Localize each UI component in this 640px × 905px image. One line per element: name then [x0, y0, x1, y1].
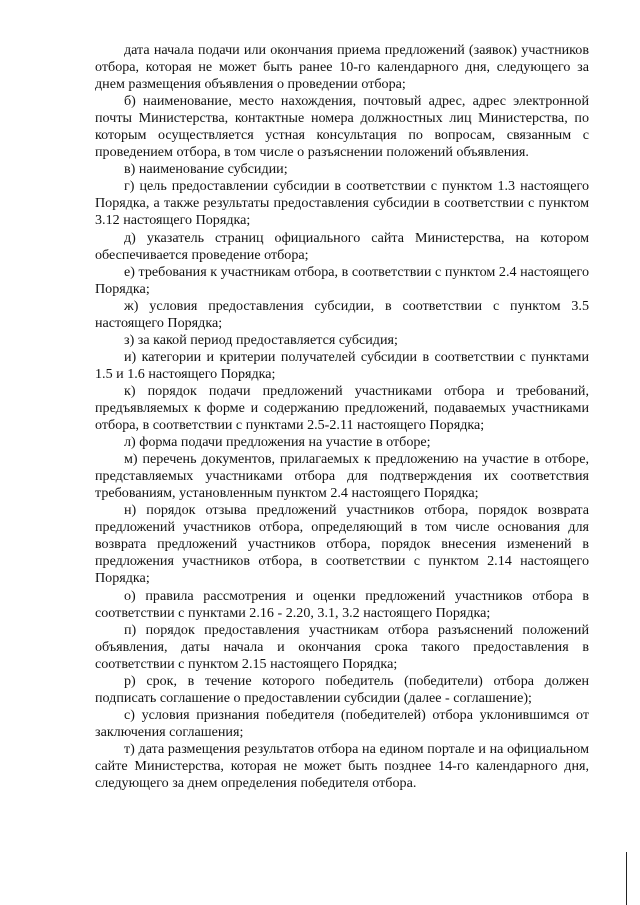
paragraph-r-signing-term: р) срок, в течение которого победитель (победители) отбора должен подписать соглашение о предоставлении субсидии (далее - соглашение); [95, 672, 589, 706]
paragraph-b-contacts: б) наименование, место нахождения, почтовый адрес, адрес электронной почты Министерства, контактные номера должностных лиц Министерства, по которым осуществляется устная консультация по вопросам, связанным с проведением отбора, в том числе о разъяснении положений объявления. [95, 93, 589, 161]
paragraph-e-requirements: е) требования к участникам отбора, в соответствии с пунктом 2.4 настоящего Порядка; [95, 263, 589, 297]
paragraph-d-site-pointer: д) указатель страниц официального сайта Министерства, на котором обеспечивается проведение отбора; [95, 229, 589, 263]
paragraph-s-evasion: с) условия признания победителя (победителей) отбора уклонившимся от заключения соглашения; [95, 706, 589, 740]
scan-edge-line [626, 852, 627, 905]
paragraph-t-results-date: т) дата размещения результатов отбора на едином портале и на официальном сайте Министерства, которая не может быть позднее 14-го календарного дня, следующего за днем определения победителя отбора. [95, 740, 589, 792]
paragraph-k-submission-order: к) порядок подачи предложений участниками отбора и требований, предъявляемых к форме и содержанию предложений, подаваемых участниками отбора, в соответствии с пунктами 2.5-2.11 настоящего Порядка; [95, 382, 589, 434]
paragraph-n-withdrawal: н) порядок отзыва предложений участников отбора, порядок возврата предложений участников отбора, определяющий в том числе основания для возврата предложений участников отбора, порядок внесения изменений в предложения участников отбора, в соответствии с пунктом 2.14 настоящего Порядка; [95, 502, 589, 587]
paragraph-start-date: дата начала подачи или окончания приема предложений (заявок) участников отбора, которая не может быть ранее 10-го календарного дня, следующего за днем размещения объявления о проведении отбора; [95, 42, 589, 93]
paragraph-zh-conditions: ж) условия предоставления субсидии, в соответствии с пунктом 3.5 настоящего Порядка; [95, 297, 589, 331]
paragraph-o-evaluation-rules: о) правила рассмотрения и оценки предложений участников отбора в соответствии с пунктами 2.16 - 2.20, 3.1, 3.2 настоящего Порядка; [95, 587, 589, 621]
paragraph-m-documents: м) перечень документов, прилагаемых к предложению на участие в отборе, представляемых участниками отбора для подтверждения их соответствия требованиям, установленным пунктом 2.4 настоящего Порядка; [95, 451, 589, 502]
paragraph-v-subsidy-name: в) наименование субсидии; [124, 161, 288, 178]
document-body [95, 42, 589, 792]
paragraph-p-clarifications: п) порядок предоставления участникам отбора разъяснений положений объявления, даты начала и окончания срока такого предоставления в соответствии с пунктом 2.15 настоящего Порядка; [95, 621, 589, 672]
paragraph-g-purpose: г) цель предоставлении субсидии в соответствии с пунктом 1.3 настоящего Порядка, а также результаты предоставления субсидии в соответствии с пунктом 3.12 настоящего Порядка; [95, 178, 589, 229]
paragraph-i-criteria: и) категории и критерии получателей субсидии в соответствии с пунктами 1.5 и 1.6 настоящего Порядка; [95, 348, 589, 382]
paragraph-z-period: з) за какой период предоставляется субсидия; [124, 331, 398, 348]
paragraph-l-form: л) форма подачи предложения на участие в отборе; [124, 434, 431, 451]
